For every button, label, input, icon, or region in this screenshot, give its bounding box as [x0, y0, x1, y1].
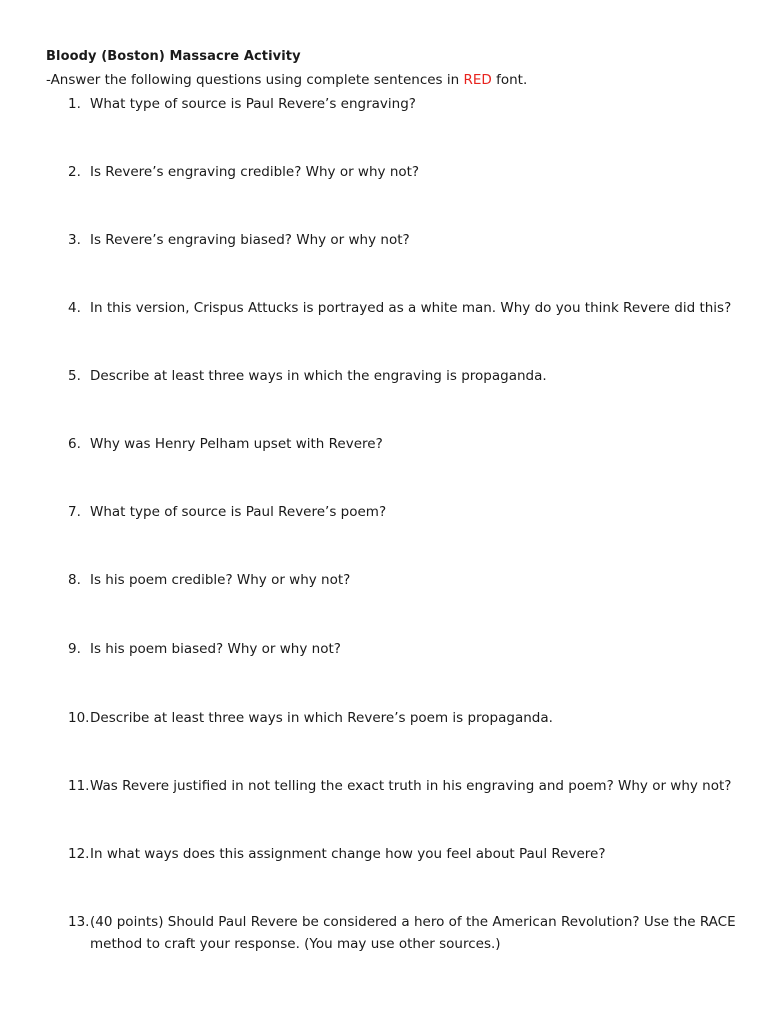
- question-text: Is Revere’s engraving credible? Why or why not?: [90, 164, 420, 180]
- question-number: 9.: [68, 641, 81, 657]
- question-text: What type of source is Paul Revere’s engraving?: [90, 96, 416, 112]
- instructions: [46, 72, 527, 88]
- question-text-continued: method to craft your response. (You may use other sources.): [90, 936, 501, 952]
- instructions-highlight: RED: [463, 72, 492, 88]
- question-number: 4.: [68, 300, 81, 316]
- question-3: [68, 229, 728, 251]
- question-number: 3.: [68, 232, 81, 248]
- question-12: [68, 843, 728, 865]
- question-text: In what ways does this assignment change how you feel about Paul Revere?: [90, 846, 606, 862]
- question-number: 10.: [68, 710, 90, 726]
- question-5: [68, 365, 728, 387]
- question-number: 8.: [68, 572, 81, 588]
- question-number: 7.: [68, 504, 81, 520]
- question-text: Why was Henry Pelham upset with Revere?: [90, 436, 383, 452]
- question-13: [68, 911, 736, 955]
- question-text: (40 points) Should Paul Revere be considered a hero of the American Revolution? Use the RACE: [90, 914, 736, 930]
- question-8: [68, 569, 728, 591]
- instructions-after: font.: [491, 72, 528, 88]
- question-6: [68, 433, 728, 455]
- question-text: In this version, Crispus Attucks is portrayed as a white man. Why do you think Revere did this?: [90, 300, 732, 316]
- question-7: [68, 501, 728, 523]
- question-number: 5.: [68, 368, 81, 384]
- question-text: Is Revere’s engraving biased? Why or why not?: [90, 232, 410, 248]
- question-9: [68, 638, 728, 660]
- question-number: 12.: [68, 846, 90, 862]
- question-text: Describe at least three ways in which Revere’s poem is propaganda.: [90, 710, 553, 726]
- question-text: Is his poem biased? Why or why not?: [90, 641, 341, 657]
- worksheet-title: Bloody (Boston) Massacre Activity: [46, 49, 301, 64]
- question-number: 2.: [68, 164, 81, 180]
- question-number: 13.: [68, 914, 90, 930]
- question-11: [68, 775, 732, 797]
- question-text: What type of source is Paul Revere’s poem?: [90, 504, 387, 520]
- question-4: [68, 297, 732, 319]
- question-number: 1.: [68, 96, 81, 112]
- question-text: Is his poem credible? Why or why not?: [90, 572, 351, 588]
- question-1: [68, 93, 728, 115]
- instructions-before: -Answer the following questions using complete sentences in: [46, 72, 464, 88]
- question-number: 6.: [68, 436, 81, 452]
- question-2: [68, 161, 728, 183]
- question-text: Describe at least three ways in which the engraving is propaganda.: [90, 368, 547, 384]
- question-10: [68, 707, 728, 729]
- question-text: Was Revere justified in not telling the exact truth in his engraving and poem? Why or why not?: [90, 778, 732, 794]
- question-number: 11.: [68, 778, 90, 794]
